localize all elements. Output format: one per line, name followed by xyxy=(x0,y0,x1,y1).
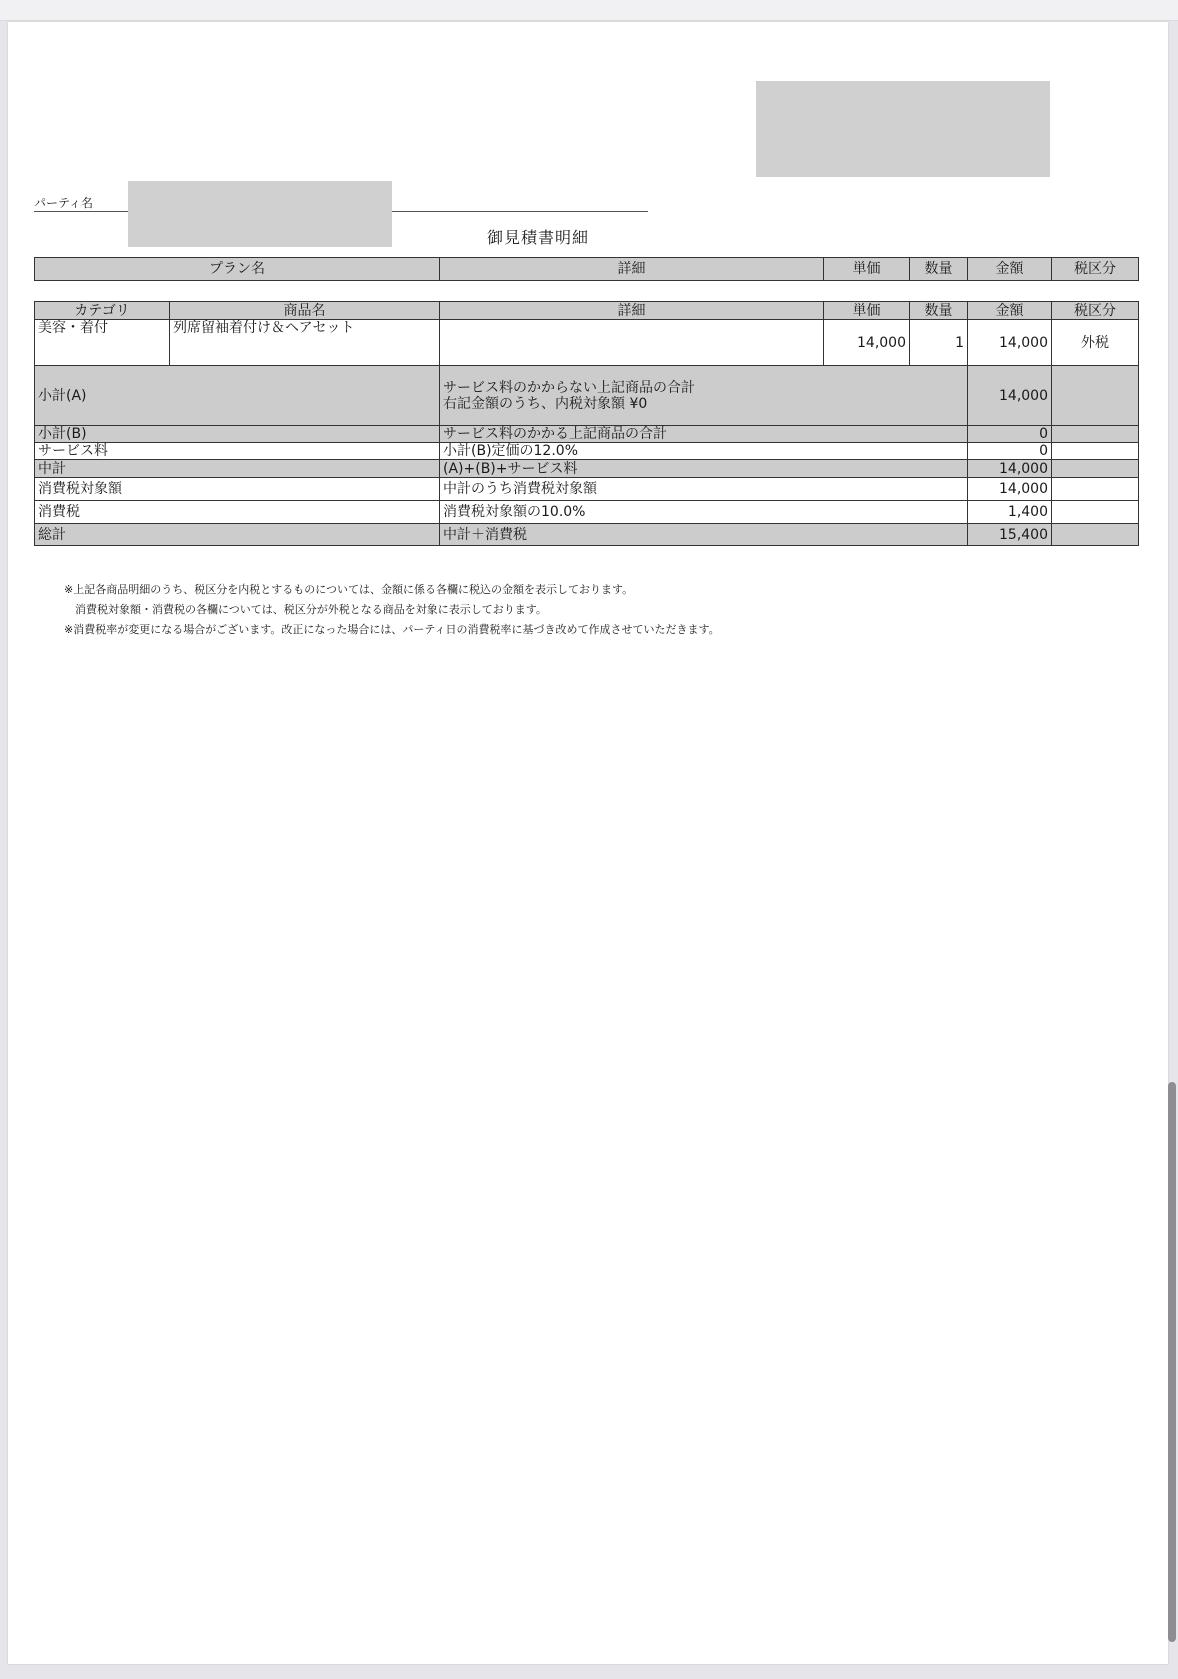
table-row xyxy=(35,320,1139,366)
consumption-tax-amount: 1,400 xyxy=(968,501,1052,524)
subtotal-a-detail-line1: サービス料のかからない上記商品の合計 xyxy=(443,379,695,396)
plan-unit-price-header: 単価 xyxy=(824,258,910,281)
unit-price-header: 単価 xyxy=(824,302,910,320)
item-quantity: 1 xyxy=(910,320,968,366)
consumption-tax-detail: 消費税対象額の10.0% xyxy=(440,501,968,524)
service-fee-detail: 小計(B)定価の12.0% xyxy=(440,443,968,460)
subtotal-b-detail: サービス料のかかる上記商品の合計 xyxy=(440,426,968,443)
subtotal-a-label: 小計(A) xyxy=(35,366,440,426)
category-header: カテゴリ xyxy=(35,302,170,320)
item-unit-price: 14,000 xyxy=(824,320,910,366)
viewer-top-bar xyxy=(0,0,1178,21)
subtotal-b-tax-cell xyxy=(1052,426,1139,443)
footnotes xyxy=(64,580,720,640)
product-name-header: 商品名 xyxy=(170,302,440,320)
consumption-tax-row xyxy=(35,501,1139,524)
middle-total-tax-cell xyxy=(1052,460,1139,478)
service-fee-tax-cell xyxy=(1052,443,1139,460)
service-fee-row xyxy=(35,443,1139,460)
subtotal-a-detail xyxy=(440,366,968,426)
document-title: 御見積書明細 xyxy=(486,228,589,247)
middle-total-amount: 14,000 xyxy=(968,460,1052,478)
grand-total-detail: 中計＋消費税 xyxy=(440,524,968,546)
taxable-amount-value: 14,000 xyxy=(968,478,1052,501)
item-tax-type: 外税 xyxy=(1052,320,1139,366)
middle-total-detail: (A)+(B)+サービス料 xyxy=(440,460,968,478)
footnote-2: 消費税対象額・消費税の各欄については、税区分が外税となる商品を対象に表示しております。 xyxy=(64,603,547,616)
detail-header: 詳細 xyxy=(440,302,824,320)
subtotal-a-detail-line2: 右記金額のうち、内税対象額 ¥0 xyxy=(443,395,648,412)
redacted-header-block xyxy=(756,81,1050,177)
grand-total-label: 総計 xyxy=(35,524,440,546)
plan-name-header: プラン名 xyxy=(35,258,440,281)
taxable-amount-detail: 中計のうち消費税対象額 xyxy=(440,478,968,501)
grand-total-tax-cell xyxy=(1052,524,1139,546)
subtotal-a-amount: 14,000 xyxy=(968,366,1052,426)
plan-tax-type-header: 税区分 xyxy=(1052,258,1139,281)
item-product-name: 列席留袖着付け＆ヘアセット xyxy=(170,320,440,366)
subtotal-a-row xyxy=(35,366,1139,426)
tax-type-header: 税区分 xyxy=(1052,302,1139,320)
service-fee-amount: 0 xyxy=(968,443,1052,460)
item-amount: 14,000 xyxy=(968,320,1052,366)
service-fee-label: サービス料 xyxy=(35,443,440,460)
grand-total-row xyxy=(35,524,1139,546)
amount-header: 金額 xyxy=(968,302,1052,320)
subtotal-b-amount: 0 xyxy=(968,426,1052,443)
item-category: 美容・着付 xyxy=(35,320,170,366)
grand-total-amount: 15,400 xyxy=(968,524,1052,546)
taxable-amount-label: 消費税対象額 xyxy=(35,478,440,501)
consumption-tax-label: 消費税 xyxy=(35,501,440,524)
subtotal-b-label: 小計(B) xyxy=(35,426,440,443)
vertical-scrollbar[interactable] xyxy=(1168,1082,1176,1642)
quantity-header: 数量 xyxy=(910,302,968,320)
estimate-detail-table xyxy=(34,301,1139,546)
plan-amount-header: 金額 xyxy=(968,258,1052,281)
item-detail xyxy=(440,320,824,366)
consumption-tax-tax-cell xyxy=(1052,501,1139,524)
party-name-label: パーティ名 xyxy=(34,196,94,210)
taxable-amount-row xyxy=(35,478,1139,501)
plan-header-table xyxy=(34,257,1139,281)
document-page xyxy=(8,22,1168,1664)
plan-detail-header: 詳細 xyxy=(440,258,824,281)
plan-quantity-header: 数量 xyxy=(910,258,968,281)
middle-total-row xyxy=(35,460,1139,478)
subtotal-b-row xyxy=(35,426,1139,443)
subtotal-a-tax-cell xyxy=(1052,366,1139,426)
footnote-3: ※消費税率が変更になる場合がございます。改正になった場合には、パーティ日の消費税率に基づき改めて作成させていただきます。 xyxy=(64,623,720,636)
middle-total-label: 中計 xyxy=(35,460,440,478)
taxable-amount-tax-cell xyxy=(1052,478,1139,501)
footnote-1: ※上記各商品明細のうち、税区分を内税とするものについては、金額に係る各欄に税込の金額を表示しております。 xyxy=(64,583,634,596)
